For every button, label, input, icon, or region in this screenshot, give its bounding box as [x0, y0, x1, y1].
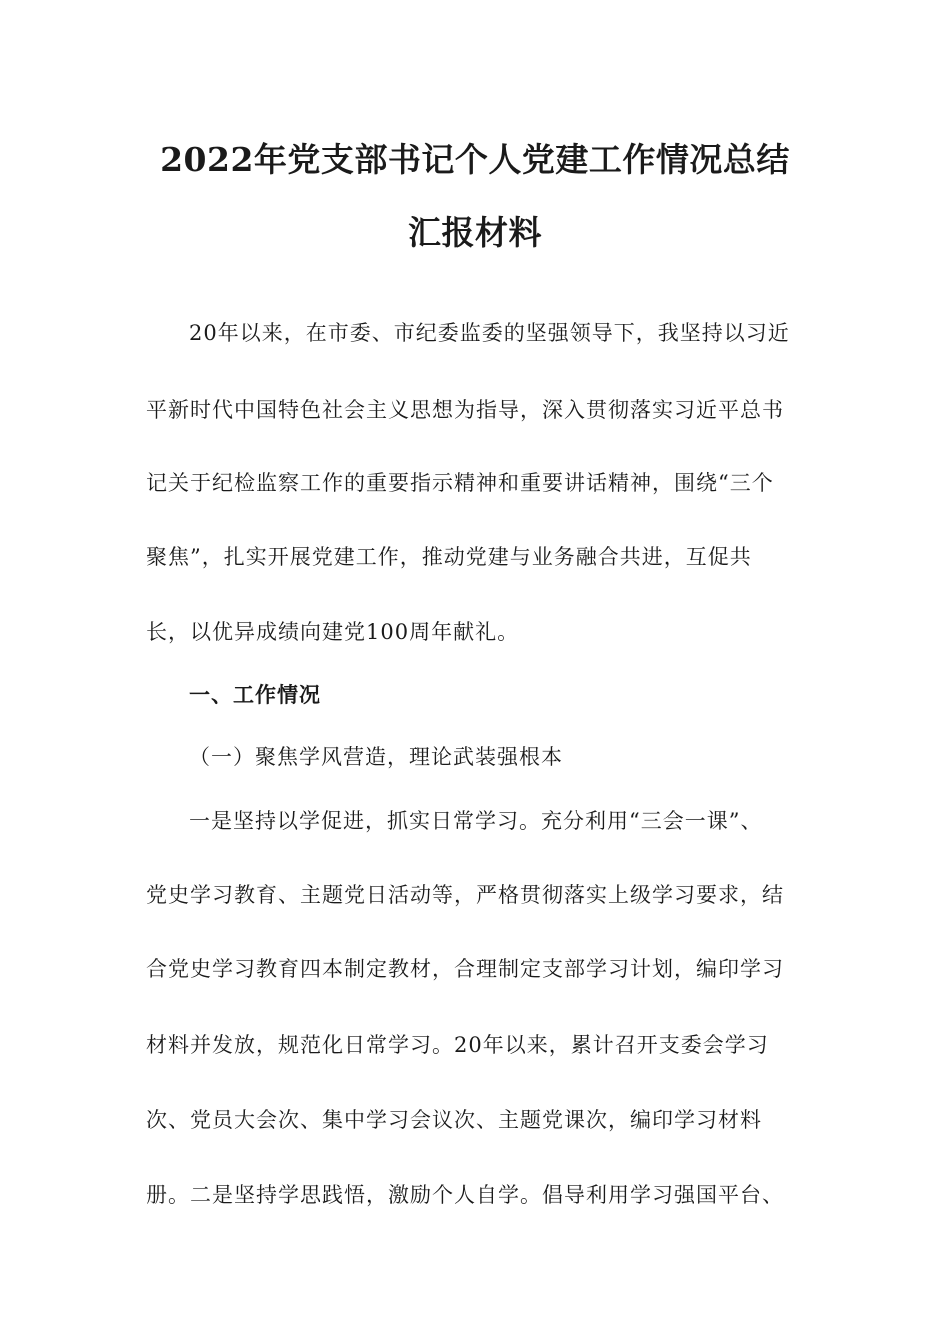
paragraph-line: 长，以优异成绩向建党100周年献礼。 [146, 620, 520, 644]
paragraph-line: 记关于纪检监察工作的重要指示精神和重要讲话精神，围绕“三个 [146, 471, 774, 495]
paragraph-line: 平新时代中国特色社会主义思想为指导，深入贯彻落实习近平总书 [146, 398, 784, 422]
paragraph-line: 册。二是坚持学思践悟，激励个人自学。倡导利用学习强国平台、 [146, 1183, 784, 1207]
paragraph-line: 合党史学习教育四本制定教材，合理制定支部学习计划，编印学习 [146, 957, 784, 981]
paragraph-line: 20年以来，在市委、市纪委监委的坚强领导下，我坚持以习近 [189, 321, 790, 345]
document-title-line-1: 2022年党支部书记个人党建工作情况总结 [160, 140, 790, 179]
paragraph-line: 材料并发放，规范化日常学习。20年以来，累计召开支委会学习 [146, 1033, 769, 1057]
paragraph-line: 次、党员大会次、集中学习会议次、主题党课次，编印学习材料 [146, 1108, 762, 1132]
document-title-line-2: 汇报材料 [408, 213, 542, 252]
paragraph-line: 党史学习教育、主题党日活动等，严格贯彻落实上级学习要求，结 [146, 883, 784, 907]
section-heading: 一、工作情况 [189, 682, 321, 707]
paragraph-line: 一是坚持以学促进，抓实日常学习。充分利用“三会一课”、 [189, 809, 763, 833]
subsection-heading: （一）聚焦学风营造，理论武装强根本 [189, 745, 563, 769]
paragraph-line: 聚焦”，扎实开展党建工作，推动党建与业务融合共进，互促共 [146, 545, 752, 569]
